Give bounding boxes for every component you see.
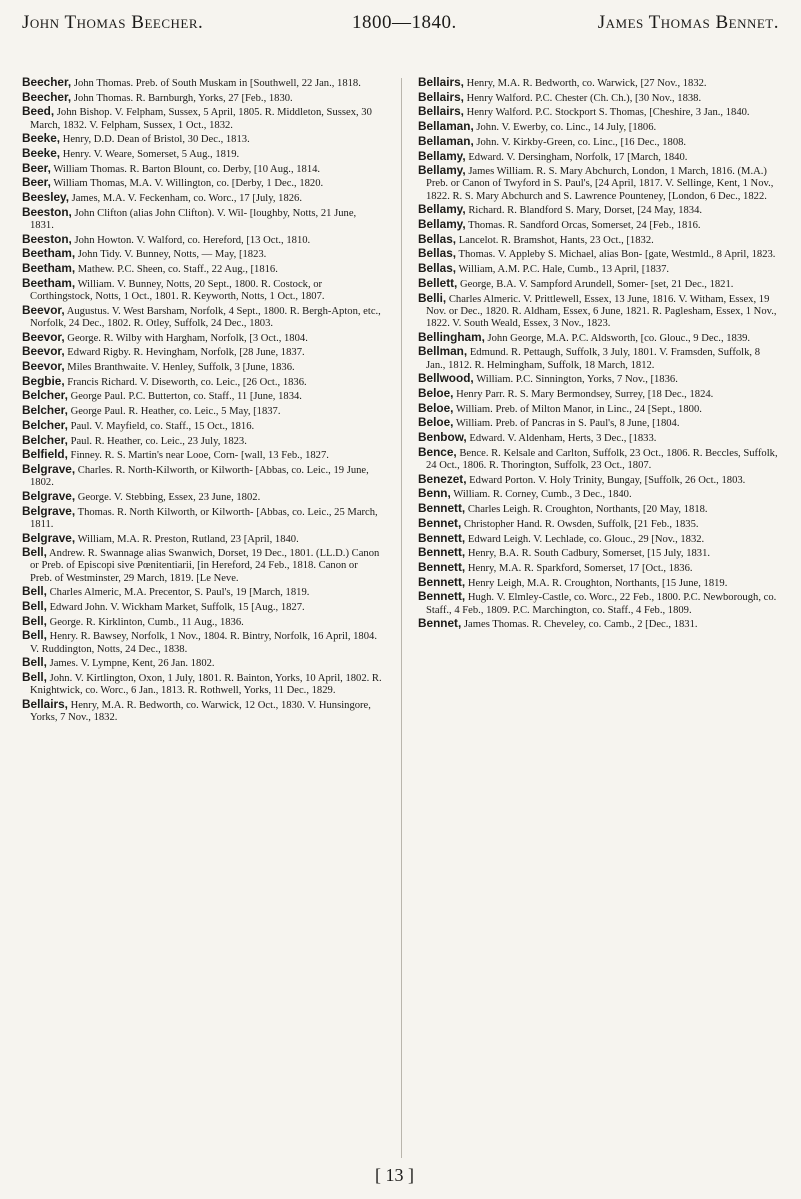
entry-details: Henry, B.A. R. South Cadbury, Somerset, [15 July, 1831. <box>467 548 711 560</box>
left-column <box>22 76 382 725</box>
entry-surname: Bennett, <box>418 574 466 589</box>
entry-details: James, M.A. V. Feckenham, co. Worc., 17 [July, 1826. <box>71 193 302 205</box>
entry-surname: Beecher, <box>22 75 72 89</box>
index-entry <box>22 698 382 724</box>
entry-details: John Clifton (alias John Clifton). V. Wil- [loughby, Notts, 21 June, 1831. <box>30 207 357 232</box>
index-entry <box>22 162 382 176</box>
entry-surname: Bell, <box>22 655 47 670</box>
index-entry <box>418 446 780 472</box>
index-entry <box>22 304 382 330</box>
entry-details: Finney. R. S. Martin's near Looe, Corn- [wall, 13 Feb., 1827. <box>70 450 329 462</box>
index-entry <box>418 105 780 119</box>
index-entry <box>22 247 382 261</box>
entry-surname: Bell, <box>22 584 47 599</box>
entry-details: John George, M.A. P.C. Aldsworth, [co. Glouc., 9 Dec., 1839. <box>487 332 751 344</box>
entry-surname: Benn, <box>418 486 451 501</box>
entry-details: Henry Walford. P.C. Chester (Ch. Ch.), [30 Nov., 1838. <box>466 92 702 104</box>
index-entry <box>22 490 382 504</box>
entry-details: George. R. Kirklinton, Cumb., 11 Aug., 1836. <box>49 616 244 628</box>
entry-surname: Bellman, <box>418 344 468 359</box>
entry-details: Henry Parr. R. S. Mary Bermondsey, Surrey, [18 Dec., 1824. <box>456 388 714 400</box>
index-entry <box>418 203 780 217</box>
entry-surname: Bellas, <box>418 231 457 246</box>
entry-surname: Beloe, <box>418 385 454 400</box>
entry-surname: Bennett, <box>418 589 466 604</box>
index-entry <box>22 360 382 374</box>
entry-surname: Beloe, <box>418 400 454 415</box>
index-entry <box>418 487 780 501</box>
index-entry <box>22 191 382 205</box>
index-entry <box>22 546 382 585</box>
entry-surname: Belgrave, <box>22 503 76 518</box>
entry-details: Miles Branthwaite. V. Henley, Suffolk, 3 [June, 1836. <box>67 362 295 374</box>
index-entry <box>22 629 382 655</box>
index-entry <box>418 233 780 247</box>
index-entry <box>418 120 780 134</box>
entry-details: Henry Leigh, M.A. R. Croughton, Northants, [15 June, 1819. <box>467 577 728 589</box>
entry-surname: Bellwood, <box>418 371 474 386</box>
entry-details: William Thomas. R. Barton Blount, co. Derby, [10 Aug., 1814. <box>53 163 321 175</box>
entry-surname: Bellaman, <box>418 119 474 134</box>
entry-surname: Belfield, <box>22 447 68 462</box>
entry-details: Edward. V. Aldenham, Herts, 3 Dec., [1833. <box>469 433 657 445</box>
index-entry <box>418 546 780 560</box>
entry-surname: Beevor, <box>22 302 65 317</box>
entry-details: Edmund. R. Pettaugh, Suffolk, 3 July, 1801. V. Framsden, Suffolk, 8 Jan., 1812. R. Helmingham, Suffolk, 18 March, 1812. <box>426 347 760 371</box>
right-column <box>418 76 780 632</box>
index-entry <box>418 502 780 516</box>
entry-details: George. V. Stebbing, Essex, 23 June, 1802. <box>77 491 261 503</box>
entry-surname: Bennett, <box>418 530 466 545</box>
entry-surname: Beecher, <box>22 89 72 104</box>
entry-details: Henry, M.A. R. Bedworth, co. Warwick, [27 Nov., 1832. <box>466 78 707 89</box>
entry-details: William, A.M. P.C. Hale, Cumb., 13 April, [1837. <box>458 264 670 276</box>
index-entry <box>22 434 382 448</box>
entry-details: Andrew. R. Swannage alias Swanwich, Dorset, 19 Dec., 1801. (LL.D.) Canon or Preb. of Episcopi sive Pœnitentiarii, [in Hereford, 24 Feb., 1818. Canon or Preb. of Westminster, 29 March, 1819. [Le Neve. <box>30 548 380 584</box>
index-entry <box>418 532 780 546</box>
entry-surname: Beesley, <box>22 190 70 205</box>
entry-details: Paul. V. Mayfield, co. Staff., 15 Oct., 1816. <box>70 420 255 432</box>
index-entry <box>22 448 382 462</box>
entry-surname: Beloe, <box>418 415 454 430</box>
index-entry <box>418 431 780 445</box>
index-entry <box>418 402 780 416</box>
entry-surname: Belcher, <box>22 417 68 432</box>
entry-surname: Bellairs, <box>22 696 68 711</box>
entry-details: William, M.A. R. Preston, Rutland, 23 [April, 1840. <box>77 533 299 545</box>
running-head-years: 1800—1840. <box>352 12 457 33</box>
entry-surname: Bennet, <box>418 616 462 631</box>
entry-surname: Bell, <box>22 613 47 628</box>
index-entry <box>418 218 780 232</box>
entry-surname: Belcher, <box>22 403 68 418</box>
entry-surname: Beetham, <box>22 275 76 290</box>
index-entry <box>418 576 780 590</box>
entry-details: John Tidy. V. Bunney, Notts, — May, [1823. <box>77 249 267 261</box>
running-head-right: James Thomas Bennet. <box>597 12 779 33</box>
entry-surname: Bence, <box>418 444 457 459</box>
index-entry <box>418 517 780 531</box>
entry-details: Edward Leigh. V. Lechlade, co. Glouc., 29 [Nov., 1832. <box>467 533 705 545</box>
column-divider <box>401 78 402 1158</box>
index-entry <box>22 419 382 433</box>
entry-details: William. P.C. Sinnington, Yorks, 7 Nov., [1836. <box>476 374 678 386</box>
entry-surname: Belli, <box>418 290 447 305</box>
index-entry <box>22 91 382 105</box>
index-entry <box>22 206 382 232</box>
index-entry <box>418 416 780 430</box>
index-entry <box>22 585 382 599</box>
entry-surname: Bell, <box>22 545 47 560</box>
entry-surname: Beeke, <box>22 131 61 146</box>
entry-surname: Beeston, <box>22 204 72 219</box>
index-entry <box>22 277 382 303</box>
index-entry <box>418 247 780 261</box>
entry-surname: Bennett, <box>418 501 466 516</box>
index-entry <box>418 617 780 631</box>
entry-details: James William. R. S. Mary Abchurch, London, 1 March, 1816. (M.A.) Preb. or Canon of Twyford in S. Paul's, [24 April, 1817. V. Sellinge, Kent, 1 Nov., 1822. R. S. Mary Abchurch and S. Lawrence Pounteney, [London, 6 Dec., 1822. <box>426 166 774 202</box>
entry-surname: Bellas, <box>418 246 457 261</box>
index-entry <box>418 277 780 291</box>
entry-surname: Beer, <box>22 175 51 190</box>
entry-surname: Bell, <box>22 628 47 643</box>
entry-details: Paul. R. Heather, co. Leic., 23 July, 1823. <box>70 435 247 447</box>
index-entry <box>418 331 780 345</box>
entry-details: Christopher Hand. R. Owsden, Suffolk, [21 Feb., 1835. <box>463 518 699 530</box>
index-entry <box>22 404 382 418</box>
entry-details: George Paul. R. Heather, co. Leic., 5 May, [1837. <box>70 406 281 418</box>
entry-details: Edward Porton. V. Holy Trinity, Bungay, [Suffolk, 26 Oct., 1803. <box>469 474 746 486</box>
entry-details: John. V. Ewerby, co. Linc., 14 July, [1806. <box>476 122 657 134</box>
entry-surname: Begbie, <box>22 373 65 388</box>
index-entry <box>418 262 780 276</box>
entry-surname: Bellaman, <box>418 133 474 148</box>
entry-details: John Thomas. Preb. of South Muskam in [Southwell, 22 Jan., 1818. <box>73 78 361 89</box>
index-entry <box>22 389 382 403</box>
entry-details: George Paul. P.C. Butterton, co. Staff., 11 [June, 1834. <box>70 391 302 403</box>
index-entry <box>418 345 780 371</box>
entry-details: Bence. R. Kelsale and Carlton, Suffolk, 23 Oct., 1806. R. Beccles, Suffolk, 24 Oct., 1806. R. Thorington, Suffolk, 23 Oct., 1807. <box>426 447 778 471</box>
entry-details: James Thomas. R. Cheveley, co. Camb., 2 [Dec., 1831. <box>463 619 698 631</box>
index-entry <box>418 372 780 386</box>
index-entry <box>22 331 382 345</box>
index-entry <box>418 150 780 164</box>
index-entry <box>418 561 780 575</box>
entry-surname: Beevor, <box>22 344 65 359</box>
index-entry <box>22 463 382 489</box>
entry-details: John. V. Kirtlington, Oxon, 1 July, 1801. R. Bainton, Yorks, 10 April, 1802. R. Knightwick, co. Worc., 6 Jan., 1813. R. Rothwell, Yorks, 11 Dec., 1829. <box>30 673 382 697</box>
entry-surname: Bellamy, <box>418 217 466 232</box>
entry-details: Francis Richard. V. Diseworth, co. Leic., [26 Oct., 1836. <box>67 376 307 388</box>
entry-surname: Belcher, <box>22 388 68 403</box>
entry-details: Henry, M.A. R. Bedworth, co. Warwick, 12 Oct., 1830. V. Hunsingore, Yorks, 7 Nov., 1832. <box>30 699 371 724</box>
index-entry <box>22 671 382 697</box>
entry-surname: Bennett, <box>418 559 466 574</box>
index-entry <box>418 292 780 331</box>
index-entry <box>22 76 382 90</box>
index-entry <box>22 375 382 389</box>
entry-details: James. V. Lympne, Kent, 26 Jan. 1802. <box>49 658 215 670</box>
entry-details: John Howton. V. Walford, co. Hereford, [13 Oct., 1810. <box>74 234 311 246</box>
entry-details: Charles. R. North-Kilworth, or Kilworth- [Abbas, co. Leic., 19 June, 1802. <box>30 464 369 489</box>
entry-details: Henry Walford. P.C. Stockport S. Thomas, [Cheshire, 3 Jan., 1840. <box>466 107 750 119</box>
entry-details: Thomas. R. Sandford Orcas, Somerset, 24 [Feb., 1816. <box>468 220 701 232</box>
entry-details: Mathew. P.C. Sheen, co. Staff., 22 Aug., [1816. <box>77 264 278 276</box>
index-entry <box>22 233 382 247</box>
index-entry <box>22 176 382 190</box>
entry-surname: Bellamy, <box>418 163 466 178</box>
entry-details: George. R. Wilby with Hargham, Norfolk, [3 Oct., 1804. <box>67 332 308 344</box>
entry-surname: Beeke, <box>22 146 61 161</box>
index-entry <box>22 615 382 629</box>
index-entry <box>418 473 780 487</box>
entry-details: Richard. R. Blandford S. Mary, Dorset, [24 May, 1834. <box>468 205 703 217</box>
entry-surname: Bellairs, <box>418 104 464 119</box>
entry-surname: Bell, <box>22 599 47 614</box>
entry-surname: Bellas, <box>418 261 457 276</box>
entry-details: Augustus. V. West Barsham, Norfolk, 4 Sept., 1800. R. Bergh-Apton, etc., Norfolk, 24 Dec., 1802. R. Otley, Suffolk, 24 Dec., 1803. <box>30 305 381 329</box>
entry-surname: Beer, <box>22 160 51 175</box>
index-entry <box>22 147 382 161</box>
index-entry <box>22 345 382 359</box>
entry-details: John. V. Kirkby-Green, co. Linc., [16 Dec., 1808. <box>476 136 687 148</box>
entry-surname: Beetham, <box>22 246 76 261</box>
running-head-left: John Thomas Beecher. <box>22 12 204 33</box>
entry-details: Hugh. V. Elmley-Castle, co. Worc., 22 Feb., 1800. P.C. Newborough, co. Staff., 4 Feb., 1809. P.C. Marchington, co. Staff., 4 Feb., 1809. <box>426 592 777 616</box>
entry-surname: Beevor, <box>22 359 65 374</box>
entry-details: Thomas. R. North Kilworth, or Kilworth- [Abbas, co. Leic., 25 March, 1811. <box>30 506 378 530</box>
entry-details: William. Preb. of Pancras in S. Paul's, 8 June, [1804. <box>455 418 680 430</box>
entry-details: William Thomas, M.A. V. Willington, co. [Derby, 1 Dec., 1820. <box>53 178 324 190</box>
entry-details: Charles Almeric, M.A. Precentor, S. Paul's, 19 [March, 1819. <box>49 587 310 599</box>
entry-details: John Bishop. V. Felpham, Sussex, 5 April, 1805. R. Middleton, Sussex, 30 March, 1832. V. Felpham, Sussex, 1 Oct., 1832. <box>30 107 372 131</box>
entry-surname: Beed, <box>22 104 55 119</box>
entry-details: Charles Leigh. R. Croughton, Northants, [20 May, 1818. <box>467 504 708 516</box>
entry-details: John Thomas. R. Barnburgh, Yorks, 27 [Feb., 1830. <box>73 92 293 104</box>
index-entry <box>22 105 382 131</box>
index-entry <box>418 164 780 203</box>
index-entry <box>22 262 382 276</box>
running-head <box>22 12 779 46</box>
entry-surname: Belcher, <box>22 432 68 447</box>
entry-details: George, B.A. V. Sampford Arundell, Somer- [set, 21 Dec., 1821. <box>460 278 734 290</box>
index-entry <box>418 387 780 401</box>
entry-surname: Bellairs, <box>418 75 464 89</box>
entry-surname: Benbow, <box>418 430 467 445</box>
entry-surname: Bell, <box>22 670 47 685</box>
index-entry <box>22 132 382 146</box>
entry-details: Henry, M.A. R. Sparkford, Somerset, 17 [Oct., 1836. <box>467 562 693 574</box>
entry-surname: Bellairs, <box>418 89 464 104</box>
entry-details: Henry. V. Weare, Somerset, 5 Aug., 1819. <box>62 149 240 161</box>
entry-details: Henry, D.D. Dean of Bristol, 30 Dec., 1813. <box>62 134 250 146</box>
index-entry <box>418 590 780 616</box>
entry-surname: Belgrave, <box>22 488 76 503</box>
entry-details: Lancelot. R. Bramshot, Hants, 23 Oct., [1832. <box>458 234 654 246</box>
index-entry <box>418 91 780 105</box>
entry-details: Edward. V. Dersingham, Norfolk, 17 [March, 1840. <box>468 151 688 163</box>
entry-surname: Bennet, <box>418 515 462 530</box>
entry-details: Edward John. V. Wickham Market, Suffolk, 15 [Aug., 1827. <box>49 602 305 614</box>
entry-surname: Bellingham, <box>418 329 485 344</box>
entry-surname: Beevor, <box>22 329 65 344</box>
index-entry <box>418 76 780 90</box>
entry-surname: Bellett, <box>418 275 458 290</box>
entry-details: Thomas. V. Appleby S. Michael, alias Bon- [gate, Westmld., 8 April, 1823. <box>458 249 776 261</box>
index-entry <box>22 600 382 614</box>
page-number: [ 13 ] <box>375 1165 414 1185</box>
entry-details: Edward Rigby. R. Hevingham, Norfolk, [28 June, 1837. <box>67 347 305 359</box>
entry-surname: Belgrave, <box>22 461 76 476</box>
index-entry <box>22 505 382 531</box>
entry-details: William. Preb. of Milton Manor, in Linc., 24 [Sept., 1800. <box>455 403 702 415</box>
entry-details: William. V. Bunney, Notts, 20 Sept., 1800. R. Costock, or Corthingstock, Notts, 1 Oct., 1801. R. Keyworth, Notts, 1 Oct., 1807. <box>30 278 325 303</box>
entry-surname: Beeston, <box>22 231 72 246</box>
index-entry <box>418 135 780 149</box>
entry-surname: Bellamy, <box>418 148 466 163</box>
entry-details: Henry. R. Bawsey, Norfolk, 1 Nov., 1804. R. Bintry, Norfolk, 16 April, 1804. V. Ruddington, Notts, 24 Dec., 1838. <box>30 631 377 655</box>
entry-surname: Bellamy, <box>418 202 466 217</box>
entry-surname: Beetham, <box>22 261 76 276</box>
entry-surname: Bennett, <box>418 545 466 560</box>
entry-surname: Belgrave, <box>22 530 76 545</box>
index-entry <box>22 656 382 670</box>
index-entry <box>22 532 382 546</box>
entry-details: William. R. Corney, Cumb., 3 Dec., 1840. <box>453 489 632 501</box>
entry-surname: Benezet, <box>418 471 467 486</box>
entry-details: Charles Almeric. V. Prittlewell, Essex, 13 June, 1816. V. Witham, Essex, 19 Nov. or Dec., 1820. R. Aldham, Essex, 6 June, 1821. R. Paglesham, Essex, 1 Nov., 1822. V. South Weald, Essex, 3 Nov., 1823. <box>426 293 777 329</box>
